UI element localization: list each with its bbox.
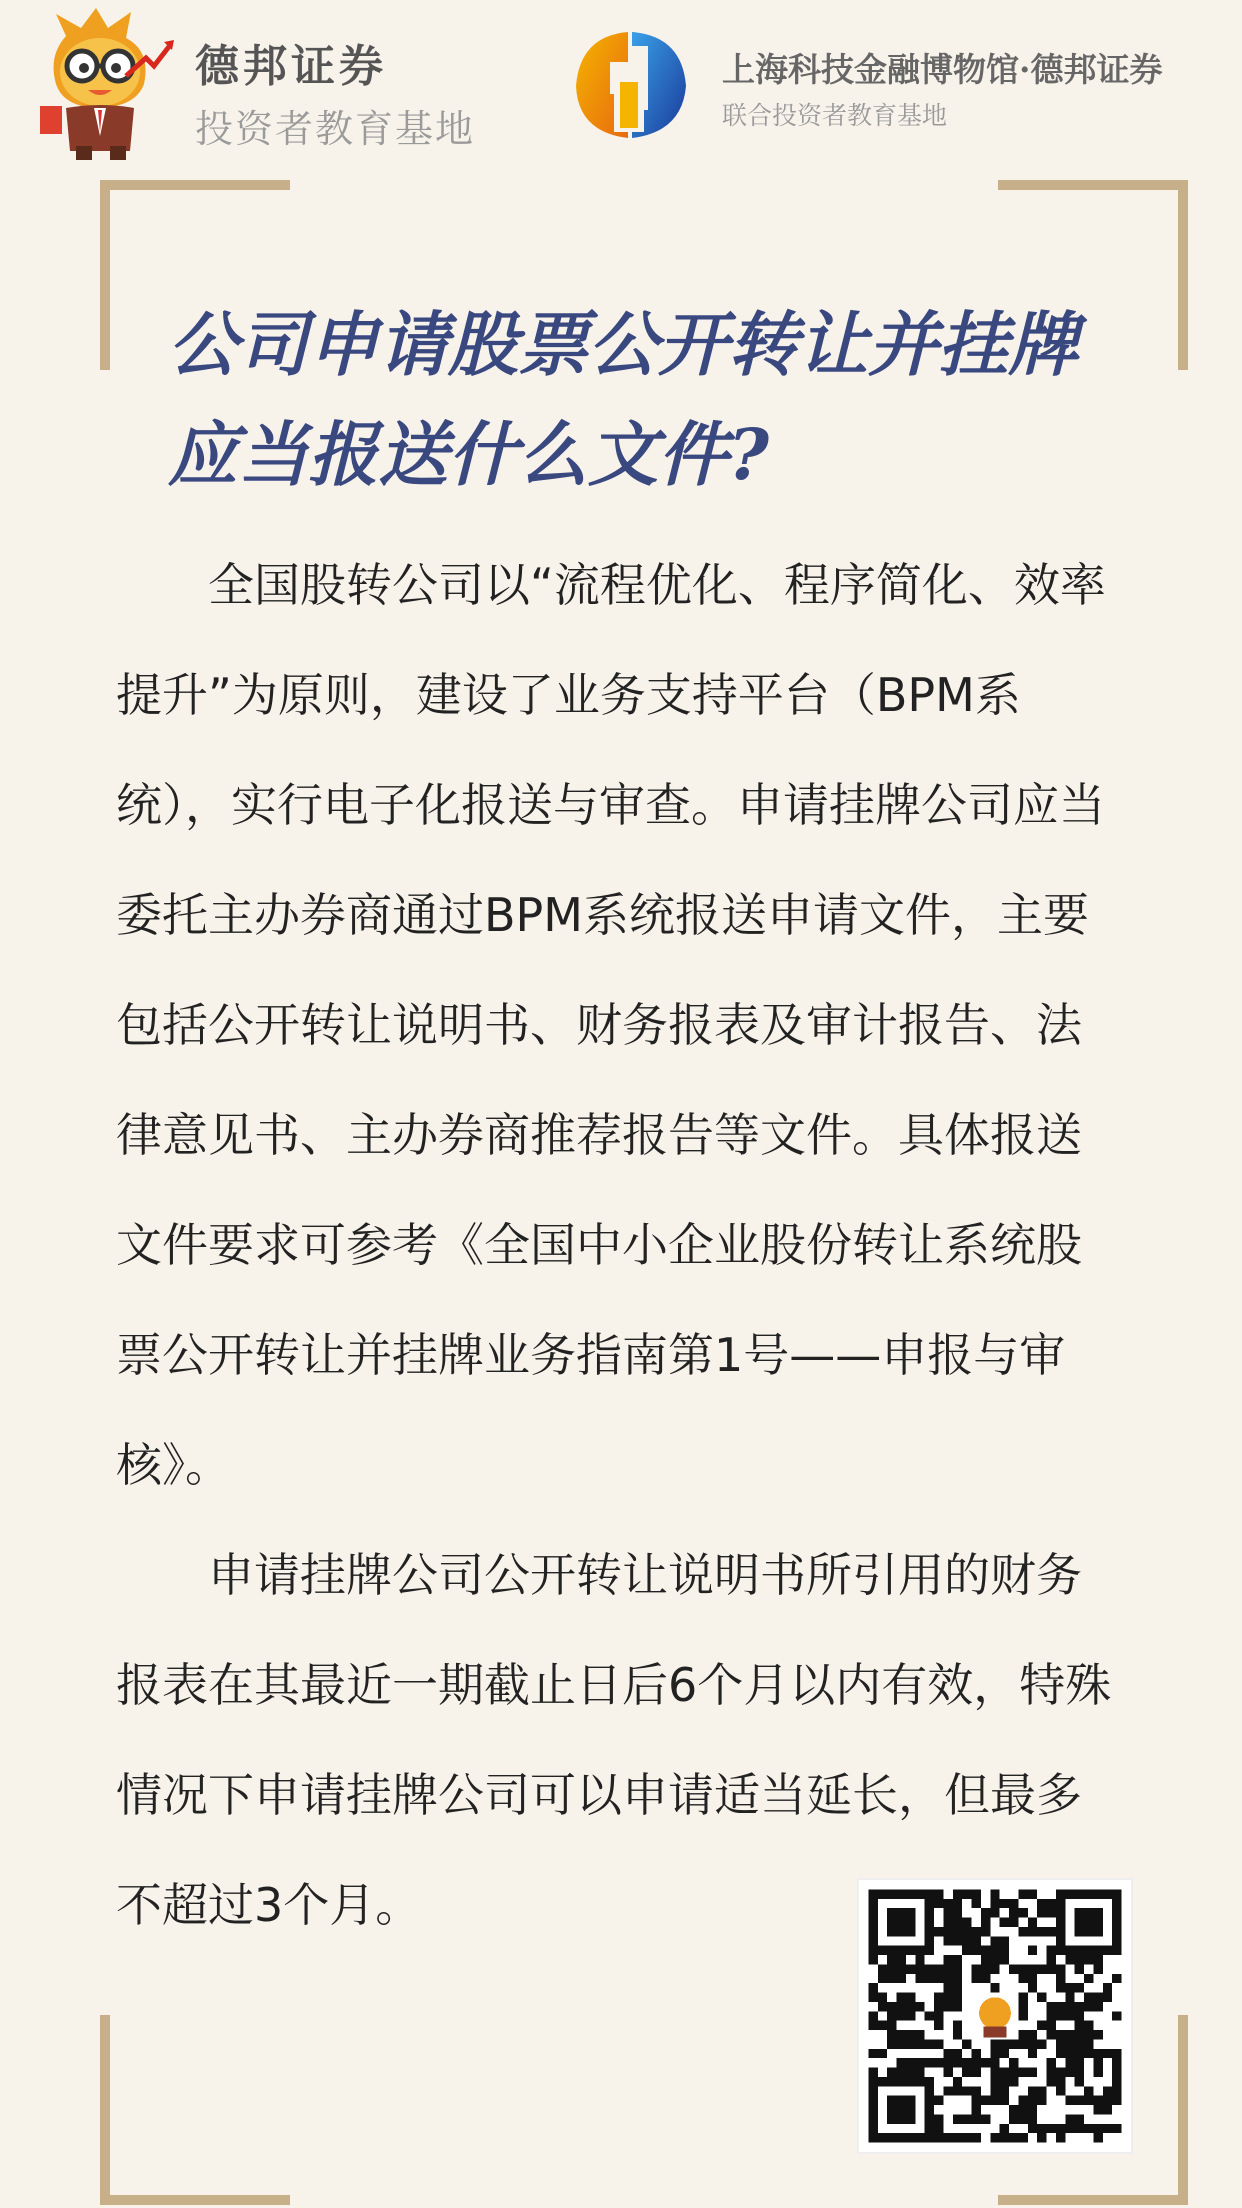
frame-corner-bottom-left [100,2015,290,2205]
lion-mascot-icon [26,6,176,162]
brand-subtitle: 投资者教育基地 [195,107,476,151]
brand-name: 德邦证券 [195,41,387,92]
qr-code-icon[interactable] [857,1878,1133,2154]
paragraph-2: 申请挂牌公司公开转让说明书所引用的财务报表在其最近一期截止日后6个月以内有效，特殊情况下申请挂牌公司可以申请适当延长，但最多不超过3个月。 [116,1548,1112,1932]
museum-logo-icon [570,28,690,143]
article-title: 公司申请股票公开转让并挂牌应当报送什么文件? [168,303,1078,496]
article-body [116,530,1126,1960]
partner-subtitle: 联合投资者教育基地 [722,101,948,130]
partner-name: 上海科技金融博物馆·德邦证券 [722,50,1163,89]
paragraph-1: 全国股转公司以“流程优化、程序简化、效率提升”为原则，建设了业务支持平台（BPM系统），实行电子化报送与审查。申请挂牌公司应当委托主办券商通过BPM系统报送申请文件，主要包括公开转让说明书、财务报表及审计报告、法律意见书、主办券商推荐报告等文件。具体报送文件要求可参考《全国中小企业股份转让系统股票公开转让并挂牌业务指南第1号——申报与审核》。 [116,558,1106,1492]
